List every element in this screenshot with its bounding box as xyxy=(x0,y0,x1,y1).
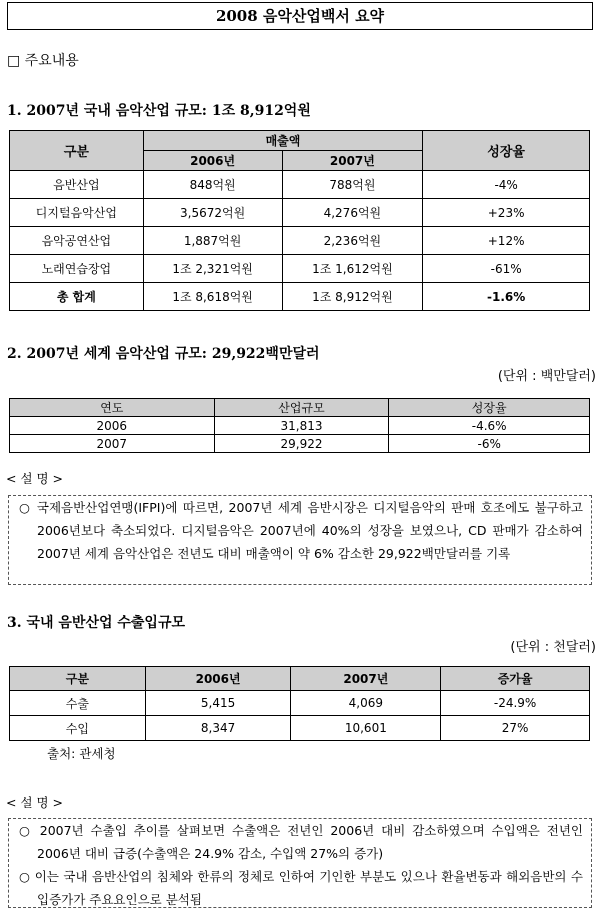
table-row: 수출 5,415 4,069 -24.9% xyxy=(10,691,590,716)
table-total-row: 총 합계 1조 8,618억원 1조 8,912억원 -1.6% xyxy=(10,283,590,311)
section1-heading: 1. 2007년 국내 음악산업 규모: 1조 8,912억원 xyxy=(7,103,311,119)
table-row: 수입 8,347 10,601 27% xyxy=(10,716,590,741)
table-row: 노래연습장업 1조 2,321억원 1조 1,612억원 -61% xyxy=(10,255,590,283)
page-title: 2008 음악산업백서 요약 xyxy=(7,2,593,30)
source-note: 출처: 관세청 xyxy=(47,746,116,761)
table-header-category: 구분 xyxy=(10,131,144,171)
domestic-industry-table xyxy=(9,130,590,311)
trade-table: 구분 2006년 2007년 증가율 수출 5,415 4,069 -24.9% 수입 8,347 10,601 27% xyxy=(9,666,590,741)
table-header-growth: 성장율 xyxy=(423,131,590,171)
explain-box xyxy=(8,818,592,908)
table-header-2007: 2007년 xyxy=(282,151,423,171)
explain-box xyxy=(8,495,592,585)
explain-label: < 설 명 > xyxy=(6,795,64,810)
table-row: 디지털음악산업 3,5672억원 4,276억원 +23% xyxy=(10,199,590,227)
table-row: 음악공연산업 1,887억원 2,236억원 +12% xyxy=(10,227,590,255)
explain-text: ○ 국제음반산업연맹(IFPI)에 따르면, 2007년 세계 음반시장은 디지털음악의 판매 호조에도 불구하고 2006년보다 축소되었다. 디지털음악은 2007년에 40%의 성장을 보였으나, CD 판매가 감소하여 2007년 세계 음악산업은 전년도 대비 매출액이 약 6% 감소한 29,922백만달러를 기록 xyxy=(19,500,583,561)
section2-unit: (단위 : 백만달러) xyxy=(497,369,596,384)
section3-unit: (단위 : 천달러) xyxy=(510,640,596,655)
explain-label: < 설 명 > xyxy=(6,471,64,486)
table-row: 음반산업 848억원 788억원 -4% xyxy=(10,171,590,199)
main-heading: □ 주요내용 xyxy=(7,53,79,69)
explain-text: ○ 이는 국내 음반산업의 침체와 한류의 정체로 인하여 기인한 부분도 있으나 환율변동과 해외음반의 수입증가가 주요요인으로 분석됨 xyxy=(19,869,583,907)
table-header-sales: 매출액 xyxy=(143,131,423,151)
table-row: 2006 31,813 -4.6% xyxy=(10,417,590,435)
table-header-2006: 2006년 xyxy=(143,151,282,171)
section2-heading: 2. 2007년 세계 음악산업 규모: 29,922백만달러 xyxy=(7,346,320,362)
world-industry-table: 연도 산업규모 성장율 2006 31,813 -4.6% 2007 29,922 -6% xyxy=(9,398,590,453)
explain-text: ○ 2007년 수출입 추이를 살펴보면 수출액은 전년인 2006년 대비 감소하였으며 수입액은 전년인 2006년 대비 급증(수출액은 24.9% 감소, 수입액 27%의 증가) xyxy=(19,823,583,861)
table-row: 2007 29,922 -6% xyxy=(10,435,590,453)
section3-heading: 3. 국내 음반산업 수출입규모 xyxy=(7,615,186,631)
